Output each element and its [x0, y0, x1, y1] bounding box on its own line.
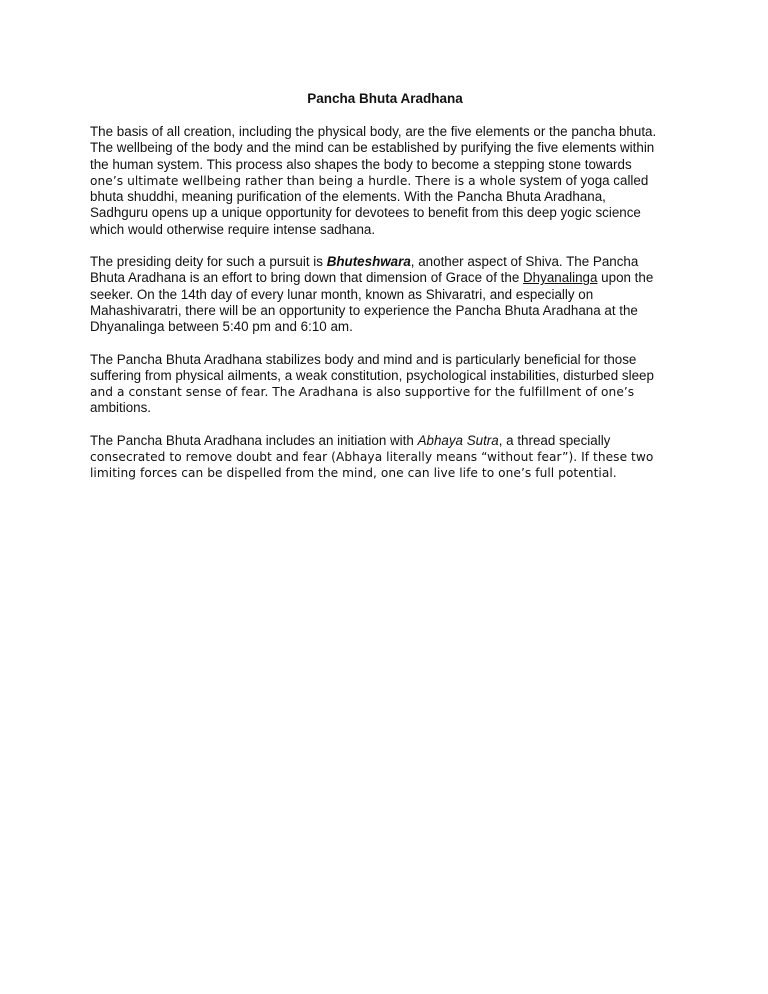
paragraph-1 — [90, 124, 680, 238]
paragraph-1-line-7: which would otherwise require intense sadhana. — [90, 221, 376, 237]
paragraph-3-line-2: suffering from physical ailments, a weak constitution, psychological instabilities, disturbed sleep — [90, 367, 654, 383]
paragraph-2-line-2-end: upon the — [597, 270, 654, 286]
paragraph-2-line-1 — [90, 254, 680, 270]
paragraph-2 — [90, 254, 680, 335]
paragraph-4-line-1-end: , a thread specially — [498, 432, 611, 448]
paragraph-3 — [90, 352, 680, 417]
paragraph-2-line-1-start: The presiding deity for such a pursuit is — [90, 254, 327, 270]
document-title: Pancha Bhuta Aradhana — [307, 91, 463, 106]
paragraph-3-line-3: and a constant sense of fear. The Aradhana is also supportive for the fulfillment of one’s — [90, 385, 635, 400]
paragraph-1-line-4-start: one’s ultimate wellbeing rather than being a hurdle. There is a whole — [90, 173, 516, 188]
paragraph-1-line-6: Sadhguru opens up a unique opportunity for devotees to benefit from this deep yogic science — [90, 205, 641, 221]
paragraph-1-line-3: the human system. This process also shapes the body to become a stepping stone towards — [90, 156, 632, 172]
paragraph-2-line-4: Mahashivaratri, there will be an opportunity to experience the Pancha Bhuta Aradhana at the — [90, 302, 638, 318]
paragraph-3-line-4: ambitions. — [90, 400, 152, 416]
paragraph-4-line-1-start: The Pancha Bhuta Aradhana includes an initiation with — [90, 432, 418, 448]
paragraph-3-line-1: The Pancha Bhuta Aradhana stabilizes body and mind and is particularly beneficial for those — [90, 351, 637, 367]
paragraph-1-line-4-end: system of yoga called — [515, 172, 649, 188]
paragraph-4-line-2: consecrated to remove doubt and fear (Abhaya literally means “without fear”). If these two — [90, 450, 654, 465]
paragraph-4 — [90, 433, 680, 482]
paragraph-2-line-2-start: Bhuta Aradhana is an effort to bring down that dimension of Grace of the — [90, 270, 523, 286]
paragraph-4-line-3: limiting forces can be dispelled from the mind, one can live life to one’s full potential. — [90, 466, 617, 481]
paragraph-2-line-1-end: , another aspect of Shiva. The Pancha — [410, 254, 639, 270]
document-page — [90, 90, 680, 498]
paragraph-1-line-5: bhuta shuddhi, meaning purification of the elements. With the Pancha Bhuta Aradhana, — [90, 189, 606, 205]
paragraph-2-line-3: seeker. On the 14th day of every lunar month, known as Shivaratri, and especially on — [90, 286, 594, 302]
paragraph-1-line-2: The wellbeing of the body and the mind can be established by purifying the five elements within — [90, 140, 655, 156]
deity-name: Bhuteshwara — [326, 254, 411, 270]
paragraph-2-line-2 — [90, 270, 680, 286]
abhaya-sutra: Abhaya Sutra — [417, 432, 499, 448]
paragraph-1-line-1: The basis of all creation, including the physical body, are the five elements or the pancha bhuta. — [90, 124, 657, 139]
paragraph-2-line-5: Dhyanalinga between 5:40 pm and 6:10 am. — [90, 319, 353, 335]
paragraph-1-line-4 — [90, 173, 680, 189]
dhyanalinga-link[interactable]: Dhyanalinga — [523, 270, 598, 286]
paragraph-4-line-1 — [90, 433, 680, 449]
